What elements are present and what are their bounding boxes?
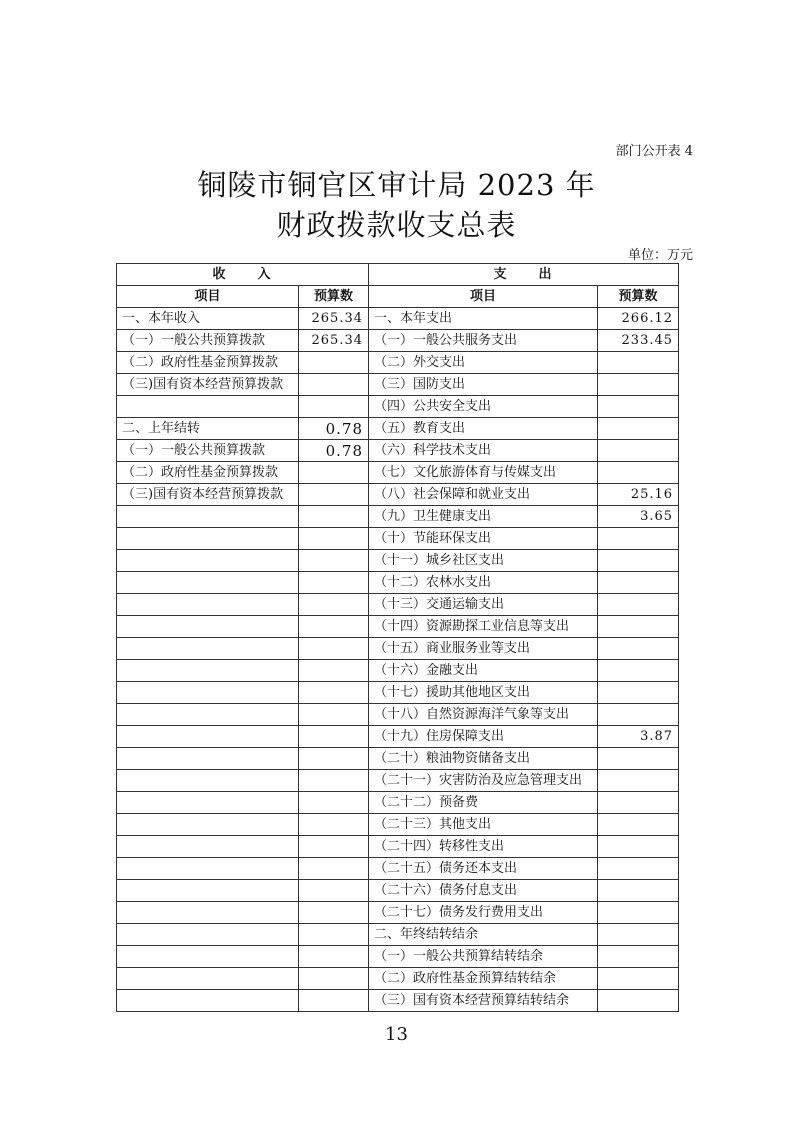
expense-budget-cell	[598, 704, 679, 726]
expense-budget-header: 预算数	[598, 286, 679, 308]
income-budget-cell	[299, 990, 369, 1012]
expense-item-cell: （十一）城乡社区支出	[369, 550, 598, 572]
expense-budget-cell	[598, 440, 679, 462]
table-row	[117, 616, 679, 638]
expense-budget-cell: 3.65	[598, 506, 679, 528]
expense-budget-cell: 266.12	[598, 308, 679, 330]
expense-item-cell: 一、本年支出	[369, 308, 598, 330]
table-row	[117, 660, 679, 682]
page-title: 铜陵市铜官区审计局 2023 年	[197, 168, 596, 202]
income-item-cell: （一）一般公共预算拨款	[117, 440, 299, 462]
income-budget-cell	[299, 682, 369, 704]
income-item-cell	[117, 528, 299, 550]
expense-budget-cell	[598, 924, 679, 946]
income-item-cell	[117, 572, 299, 594]
income-budget-cell	[299, 572, 369, 594]
table-row	[117, 308, 679, 330]
income-item-cell: （二）政府性基金预算拨款	[117, 462, 299, 484]
income-item-cell	[117, 880, 299, 902]
income-item-cell	[117, 924, 299, 946]
expense-budget-cell	[598, 616, 679, 638]
table-row	[117, 924, 679, 946]
income-budget-cell	[299, 858, 369, 880]
income-budget-cell	[299, 374, 369, 396]
income-item-cell: 一、本年收入	[117, 308, 299, 330]
table-row	[117, 594, 679, 616]
expense-budget-cell	[598, 770, 679, 792]
table-row	[117, 682, 679, 704]
form-number-label: 部门公开表 4	[615, 144, 693, 159]
expense-budget-cell	[598, 638, 679, 660]
expense-item-cell: （十五）商业服务业等支出	[369, 638, 598, 660]
table-row	[117, 726, 679, 748]
income-item-cell	[117, 638, 299, 660]
expense-item-cell: （十九）住房保障支出	[369, 726, 598, 748]
expense-budget-cell: 3.87	[598, 726, 679, 748]
income-budget-cell	[299, 506, 369, 528]
income-item-cell	[117, 792, 299, 814]
income-item-cell	[117, 726, 299, 748]
table-row	[117, 572, 679, 594]
income-item-cell	[117, 594, 299, 616]
income-budget-cell	[299, 616, 369, 638]
expense-budget-cell	[598, 462, 679, 484]
expense-item-cell: （二十二）预备费	[369, 792, 598, 814]
expense-budget-cell	[598, 748, 679, 770]
income-budget-cell	[299, 836, 369, 858]
expense-item-cell: （十三）交通运输支出	[369, 594, 598, 616]
expense-item-cell: （十六）金融支出	[369, 660, 598, 682]
expense-item-cell: （二十三）其他支出	[369, 814, 598, 836]
income-budget-cell	[299, 484, 369, 506]
income-budget-cell	[299, 704, 369, 726]
expense-item-cell: 二、年终结转结余	[369, 924, 598, 946]
expense-budget-cell	[598, 880, 679, 902]
expense-item-cell: （七）文化旅游体育与传媒支出	[369, 462, 598, 484]
table-row	[117, 462, 679, 484]
income-budget-cell	[299, 396, 369, 418]
income-item-cell	[117, 704, 299, 726]
table-row	[117, 770, 679, 792]
income-item-cell	[117, 748, 299, 770]
expense-section-title: 支 出	[369, 264, 679, 286]
expense-budget-cell	[598, 902, 679, 924]
page-number: 13	[385, 1024, 408, 1045]
expense-item-cell: （二十）粮油物资储备支出	[369, 748, 598, 770]
expense-budget-cell	[598, 858, 679, 880]
income-budget-cell	[299, 748, 369, 770]
expense-budget-cell	[598, 528, 679, 550]
income-item-cell: （二）政府性基金预算拨款	[117, 352, 299, 374]
income-item-cell	[117, 550, 299, 572]
expense-budget-cell	[598, 374, 679, 396]
income-budget-cell: 265.34	[299, 330, 369, 352]
section-header-row	[117, 264, 679, 286]
expense-item-cell: （二十四）转移性支出	[369, 836, 598, 858]
expense-item-cell: （二）政府性基金预算结转结余	[369, 968, 598, 990]
table-row	[117, 814, 679, 836]
income-budget-cell	[299, 770, 369, 792]
finance-summary-table	[116, 263, 679, 1012]
expense-item-header: 项目	[369, 286, 598, 308]
expense-budget-cell	[598, 594, 679, 616]
expense-budget-cell	[598, 572, 679, 594]
page-subtitle: 财政拨款收支总表	[276, 208, 517, 242]
income-item-cell	[117, 946, 299, 968]
income-budget-cell	[299, 792, 369, 814]
expense-item-cell: （二十七）债务发行费用支出	[369, 902, 598, 924]
income-budget-cell: 0.78	[299, 418, 369, 440]
income-budget-header: 预算数	[299, 286, 369, 308]
income-item-cell: （三)国有资本经营预算拨款	[117, 374, 299, 396]
income-budget-cell	[299, 946, 369, 968]
unit-label: 单位：万元	[627, 248, 693, 263]
income-budget-cell	[299, 462, 369, 484]
table-row	[117, 792, 679, 814]
income-budget-cell	[299, 880, 369, 902]
income-budget-cell	[299, 924, 369, 946]
table-row	[117, 902, 679, 924]
expense-budget-cell	[598, 792, 679, 814]
income-item-cell	[117, 616, 299, 638]
income-budget-cell	[299, 814, 369, 836]
expense-budget-cell	[598, 550, 679, 572]
income-item-cell	[117, 902, 299, 924]
expense-budget-cell	[598, 396, 679, 418]
expense-budget-cell	[598, 352, 679, 374]
expense-item-cell: （二十五）债务还本支出	[369, 858, 598, 880]
income-item-cell	[117, 770, 299, 792]
table-row	[117, 352, 679, 374]
expense-budget-cell: 25.16	[598, 484, 679, 506]
income-item-cell	[117, 990, 299, 1012]
income-item-cell: （三)国有资本经营预算拨款	[117, 484, 299, 506]
expense-item-cell: （五）教育支出	[369, 418, 598, 440]
table-row	[117, 704, 679, 726]
income-item-cell	[117, 506, 299, 528]
expense-budget-cell	[598, 682, 679, 704]
expense-item-cell: （三）国防支出	[369, 374, 598, 396]
income-budget-cell: 265.34	[299, 308, 369, 330]
expense-budget-cell	[598, 990, 679, 1012]
expense-item-cell: （三）国有资本经营预算结转结余	[369, 990, 598, 1012]
expense-item-cell: （一）一般公共预算结转结余	[369, 946, 598, 968]
income-budget-cell: 0.78	[299, 440, 369, 462]
income-budget-cell	[299, 528, 369, 550]
income-item-cell	[117, 968, 299, 990]
table-row	[117, 946, 679, 968]
income-budget-cell	[299, 902, 369, 924]
expense-item-cell: （一）一般公共服务支出	[369, 330, 598, 352]
income-budget-cell	[299, 352, 369, 374]
income-item-cell	[117, 858, 299, 880]
table-row	[117, 638, 679, 660]
income-item-header: 项目	[117, 286, 299, 308]
expense-item-cell: （二十一）灾害防治及应急管理支出	[369, 770, 598, 792]
income-budget-cell	[299, 638, 369, 660]
table-row	[117, 880, 679, 902]
table-row	[117, 858, 679, 880]
expense-budget-cell: 233.45	[598, 330, 679, 352]
expense-item-cell: （九）卫生健康支出	[369, 506, 598, 528]
table-row	[117, 418, 679, 440]
expense-budget-cell	[598, 968, 679, 990]
income-item-cell	[117, 660, 299, 682]
expense-item-cell: （十七）援助其他地区支出	[369, 682, 598, 704]
income-section-title: 收 入	[117, 264, 369, 286]
table-row	[117, 968, 679, 990]
table-row	[117, 484, 679, 506]
expense-budget-cell	[598, 836, 679, 858]
expense-item-cell: （二十六）债务付息支出	[369, 880, 598, 902]
table-row	[117, 440, 679, 462]
income-budget-cell	[299, 594, 369, 616]
expense-item-cell: （四）公共安全支出	[369, 396, 598, 418]
income-item-cell	[117, 814, 299, 836]
expense-item-cell: （八）社会保障和就业支出	[369, 484, 598, 506]
table-row	[117, 330, 679, 352]
expense-item-cell: （十八）自然资源海洋气象等支出	[369, 704, 598, 726]
expense-budget-cell	[598, 418, 679, 440]
expense-budget-cell	[598, 660, 679, 682]
expense-item-cell: （十二）农林水支出	[369, 572, 598, 594]
expense-item-cell: （十四）资源勘探工业信息等支出	[369, 616, 598, 638]
expense-item-cell: （十）节能环保支出	[369, 528, 598, 550]
income-budget-cell	[299, 968, 369, 990]
table-row	[117, 550, 679, 572]
expense-item-cell: （二）外交支出	[369, 352, 598, 374]
table-row	[117, 396, 679, 418]
income-budget-cell	[299, 726, 369, 748]
income-item-cell	[117, 396, 299, 418]
income-item-cell: （一）一般公共预算拨款	[117, 330, 299, 352]
income-budget-cell	[299, 550, 369, 572]
table-row	[117, 836, 679, 858]
expense-budget-cell	[598, 814, 679, 836]
table-row	[117, 990, 679, 1012]
income-item-cell	[117, 836, 299, 858]
table-row	[117, 506, 679, 528]
column-header-row	[117, 286, 679, 308]
table-row	[117, 374, 679, 396]
income-budget-cell	[299, 660, 369, 682]
expense-item-cell: （六）科学技术支出	[369, 440, 598, 462]
income-item-cell: 二、上年结转	[117, 418, 299, 440]
expense-budget-cell	[598, 946, 679, 968]
table-row	[117, 748, 679, 770]
table-row	[117, 528, 679, 550]
income-item-cell	[117, 682, 299, 704]
